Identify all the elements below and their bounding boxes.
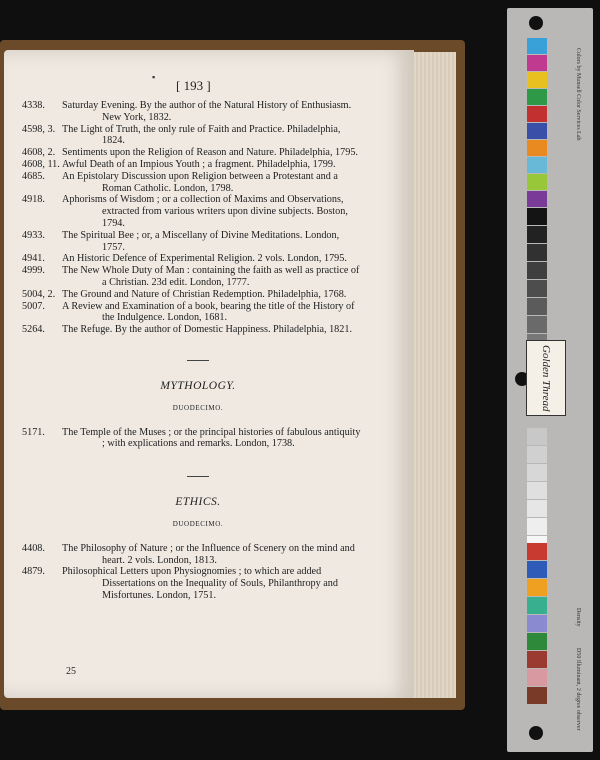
gray-patch [527, 226, 547, 243]
entry-text: Aphorisms of Wisdom ; or a collection of Maxims and Observations, extracted from various writers upon divine subjects. Boston, 1794. [62, 194, 348, 229]
gray-patch [527, 262, 547, 279]
catalog-entry [62, 301, 362, 325]
entry-text: The Temple of the Muses ; or the principal histories of fabulous antiquity ; with explications and remarks. London, 1738. [62, 426, 361, 450]
color-patch [527, 72, 547, 88]
catalog-entry [62, 543, 362, 567]
section-rule [187, 476, 209, 477]
color-patch [527, 157, 547, 173]
entry-text: The Spiritual Bee ; or, a Miscellany of Divine Meditations. London, 1757. [62, 229, 340, 253]
strip-caption: Colors by Munsell Color Services Lab [575, 48, 581, 141]
color-patch [527, 615, 547, 632]
section-rule [187, 360, 209, 361]
page-edges [414, 52, 456, 698]
signature-mark: 25 [66, 666, 76, 677]
strip-footer: D50 Illuminant, 2 degree observer [575, 648, 581, 731]
catalog-entry [62, 124, 362, 148]
color-patch [527, 633, 547, 650]
gray-patch [527, 518, 547, 535]
strip-hole-top [529, 16, 543, 30]
catalog-entry [62, 289, 362, 301]
gray-patch [527, 500, 547, 517]
gray-patch [527, 428, 547, 445]
color-patch [527, 191, 547, 207]
catalog-entry [62, 230, 362, 254]
entries-top [62, 100, 362, 336]
strip-hole-bottom [529, 726, 543, 740]
entry-text: Sentiments upon the Religion of Reason and Nature. Philadelphia, 1795. [62, 147, 358, 159]
gray-patch [527, 464, 547, 481]
color-patch [527, 579, 547, 596]
catalog-entry [62, 100, 362, 124]
entry-text: The Ground and Nature of Christian Redemption. Philadelphia, 1768. [62, 288, 347, 300]
gray-patch [527, 280, 547, 297]
gray-patch [527, 482, 547, 499]
catalog-entry [62, 253, 362, 265]
entry-text: The Refuge. By the author of Domestic Happiness. Philadelphia, 1821. [62, 324, 353, 336]
section-heading-mythology: MYTHOLOGY. [160, 379, 236, 392]
color-patch [527, 174, 547, 190]
page-number: [ 193 ] [176, 78, 211, 93]
color-patch [527, 543, 547, 560]
catalog-entry [62, 566, 362, 601]
color-patch [527, 106, 547, 122]
page-mark: ▪ [152, 72, 156, 82]
catalog-entry [62, 147, 362, 159]
entry-text: Philosophical Letters upon Physiognomies ; to which are added Dissertations on the Inequality of Souls, Philanthropy and Misfortunes. London, 1751. [62, 566, 338, 601]
color-patch [527, 561, 547, 578]
entry-text: The Light of Truth, the only rule of Faith and Practice. Philadelphia, 1824. [62, 123, 341, 147]
strip-density-label: Density [575, 608, 581, 627]
catalog-entry [62, 265, 362, 289]
entry-text: An Historic Defence of Experimental Religion. 2 vols. London, 1795. [62, 253, 347, 265]
catalog-entry [62, 194, 362, 229]
color-patch [527, 669, 547, 686]
gray-patch [527, 208, 547, 225]
catalog-entry [62, 427, 362, 451]
entries-mythology [62, 427, 362, 451]
section-heading-ethics: ETHICS. [175, 496, 221, 509]
gray-patch [527, 244, 547, 261]
entry-text: Saturday Evening. By the author of the Natural History of Enthusiasm. New York, 1832. [62, 100, 352, 123]
entry-text: Awful Death of an Impious Youth ; a fragment. Philadelphia, 1799. [62, 158, 336, 170]
catalog-entry [62, 171, 362, 195]
golden-thread-label: Golden Thread [526, 340, 566, 416]
color-patch [527, 55, 547, 71]
color-patch [527, 89, 547, 105]
gray-patch [527, 446, 547, 463]
entry-text: The Philosophy of Nature ; or the Influence of Scenery on the mind and heart. 2 vols. London, 1813. [62, 542, 355, 566]
entry-text: A Review and Examination of a book, bearing the title of the History of the Indulgence. London, 1681. [62, 300, 355, 324]
color-patch [527, 38, 547, 54]
entry-text: The New Whole Duty of Man : containing the faith as well as practice of a Christian. 23d edit. London, 1777. [62, 265, 360, 288]
color-patch [527, 687, 547, 704]
gray-patch [527, 298, 547, 315]
color-patch [527, 140, 547, 156]
color-patch [527, 651, 547, 668]
color-patch [527, 597, 547, 614]
page-text [62, 100, 362, 602]
catalog-entry [62, 324, 362, 336]
catalog-entry [62, 159, 362, 171]
entries-ethics [62, 543, 362, 602]
section-subheading-mythology: DUODECIMO. [172, 403, 224, 412]
entry-text: An Epistolary Discussion upon Religion between a Protestant and a Roman Catholic. London, 1798. [62, 170, 338, 194]
color-patch [527, 123, 547, 139]
gray-patch [527, 316, 547, 333]
section-subheading-ethics: DUODECIMO. [172, 519, 224, 528]
